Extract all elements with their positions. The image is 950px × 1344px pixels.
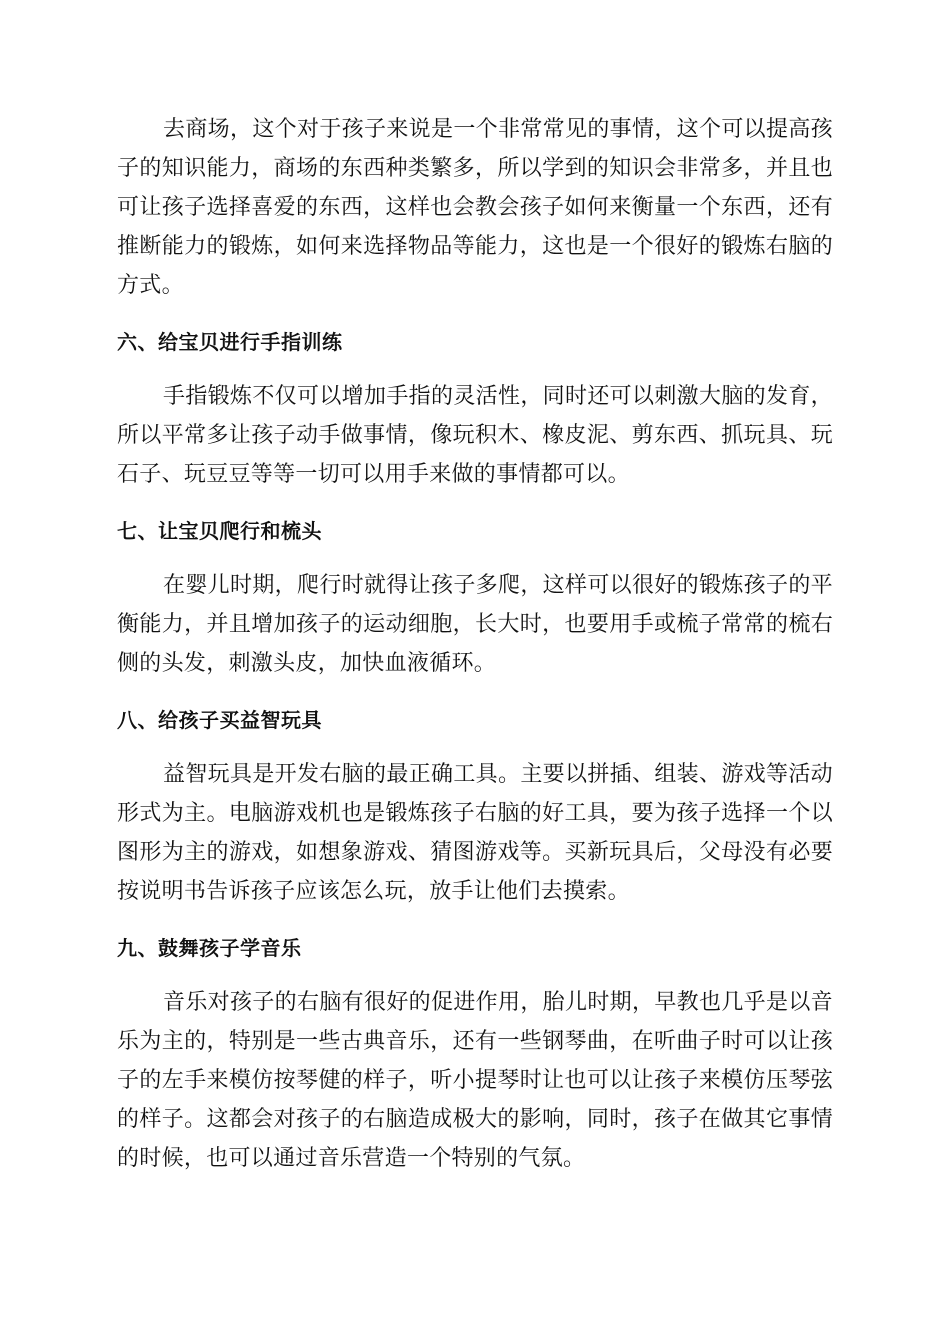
section-body-9: 音乐对孩子的右脑有很好的促进作用，胎儿时期，早教也几乎是以音乐为主的，特别是一些古典音乐，还有一些钢琴曲，在听曲子时可以让孩子的左手来模仿按琴健的样子，听小提琴时让也可以让孩子来模仿压琴弦的样子。这都会对孩子的右脑造成极大的影响，同时，孩子在做其它事情的时候，也可以通过音乐营造一个特别的气氛。 bbox=[117, 990, 833, 1171]
section-body-7: 在婴儿时期，爬行时就得让孩子多爬，这样可以很好的锻炼孩子的平衡能力，并且增加孩子的运动细胞，长大时，也要用手或梳子常常的梳右侧的头发，刺激头皮，加快血液循环。 bbox=[117, 573, 833, 676]
section-heading-9: 九、鼓舞孩子学音乐 bbox=[117, 936, 302, 960]
section-heading-7: 七、让宝贝爬行和梳头 bbox=[117, 519, 322, 543]
document-body bbox=[117, 110, 833, 1178]
section-heading-8: 八、给孩子买益智玩具 bbox=[117, 708, 322, 732]
section-body-6: 手指锻炼不仅可以增加手指的灵活性，同时还可以刺激大脑的发育，所以平常多让孩子动手做事情，像玩积木、橡皮泥、剪东西、抓玩具、玩石子、玩豆豆等等一切可以用手来做的事情都可以。 bbox=[117, 384, 833, 487]
section-heading-6: 六、给宝贝进行手指训练 bbox=[117, 330, 343, 354]
section-body-8: 益智玩具是开发右脑的最正确工具。主要以拼插、组装、游戏等活动形式为主。电脑游戏机也是锻炼孩子右脑的好工具，要为孩子选择一个以图形为主的游戏，如想象游戏、猜图游戏等。买新玩具后，父母没有必要按说明书告诉孩子应该怎么玩，放手让他们去摸索。 bbox=[117, 762, 833, 904]
intro-paragraph: 去商场，这个对于孩子来说是一个非常常见的事情，这个可以提高孩子的知识能力，商场的东西种类繁多，所以学到的知识会非常多，并且也可让孩子选择喜爱的东西，这样也会教会孩子如何来衡量一个东西，还有推断能力的锻炼，如何来选择物品等能力，这也是一个很好的锻炼右脑的方式。 bbox=[117, 117, 833, 298]
